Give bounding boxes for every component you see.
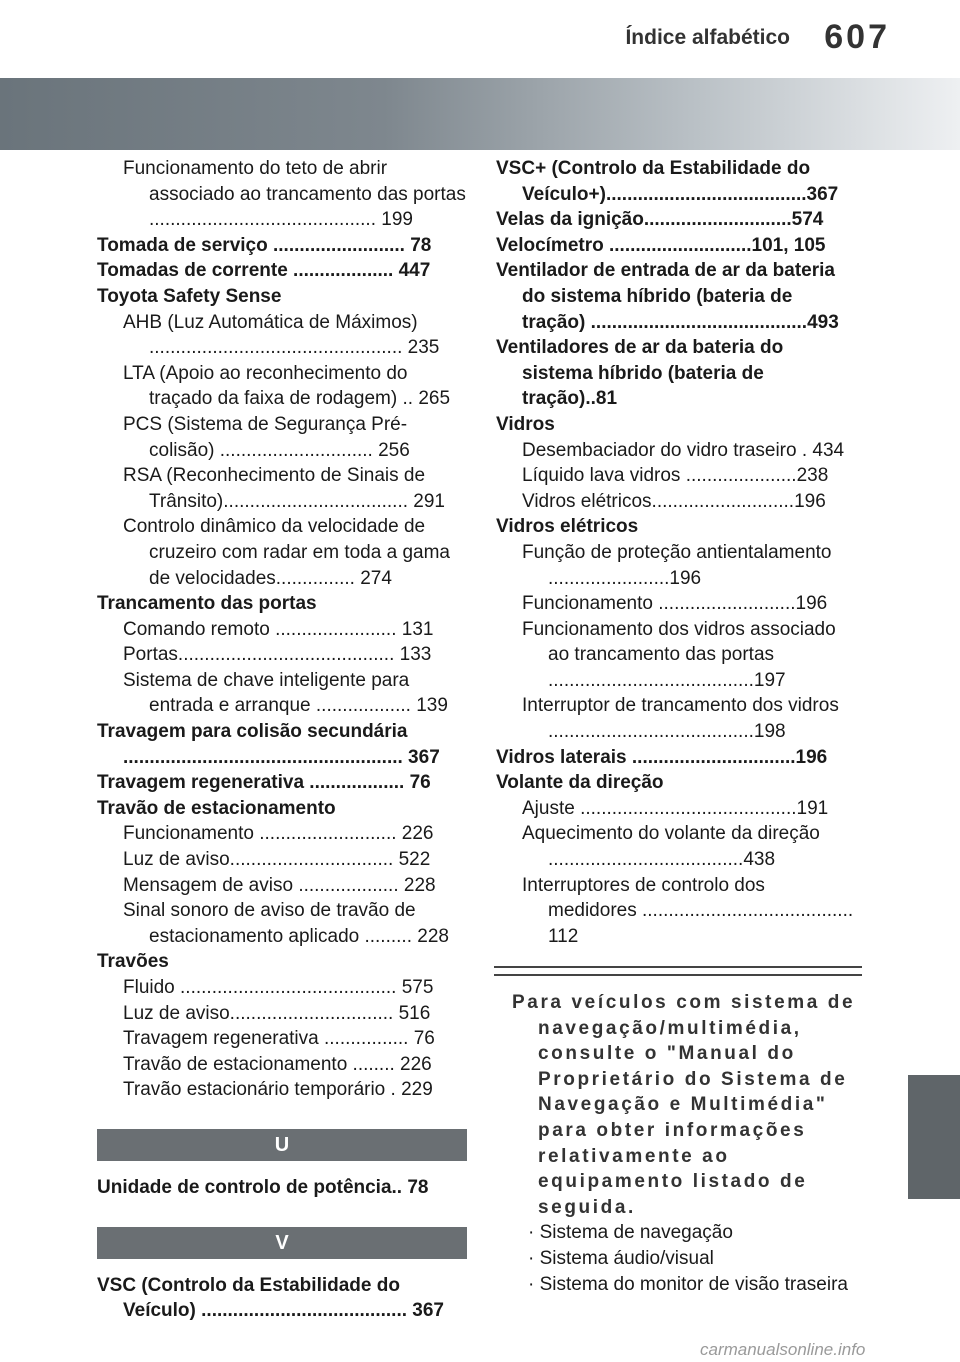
index-entry-sub: Ajuste .........................................191 — [522, 797, 829, 819]
index-entry-main: Vidros elétricos — [496, 516, 639, 538]
index-entry-sub: LTA (Apoio ao reconhecimento do traçado da faixa de rodagem) .. 265 — [123, 362, 451, 410]
navigation-note — [512, 990, 862, 1297]
index-entry-sub: Líquido lava vidros .....................238 — [522, 465, 829, 487]
letter-heading-u: U — [97, 1129, 467, 1161]
page-number: 607 — [824, 18, 890, 56]
index-entry-main: Tomada de serviço ......................... 78 — [97, 234, 432, 256]
index-entry-main: Vidros — [496, 413, 555, 435]
index-entry-main: Volante da direção — [496, 772, 664, 794]
index-entry-main: Travões — [97, 951, 169, 973]
index-entry-main: Ventilador de entrada de ar da bateria do sistema híbrido (bateria de tração) .........................................493 — [496, 260, 839, 333]
index-entry-sub: Funcionamento ..........................196 — [522, 593, 828, 615]
index-entry-sub: Mensagem de aviso ................... 228 — [123, 874, 436, 896]
index-entry-sub: Comando remoto ....................... 131 — [123, 618, 434, 640]
index-entry-sub: Portas......................................... 133 — [123, 644, 432, 666]
index-entry-sub: Desembaciador do vidro traseiro . 434 — [522, 439, 845, 461]
index-entry-sub: Função de proteção antientalamento .......................196 — [522, 541, 832, 589]
index-entry-main: VSC+ (Controlo da Estabilidade do Veículo+)......................................367 — [496, 158, 839, 205]
letter-section-v — [97, 1227, 467, 1259]
letter-heading-v: V — [97, 1227, 467, 1259]
index-entry-main: Ventiladores de ar da bateria do sistema híbrido (bateria de tração)..81 — [496, 337, 784, 410]
index-entry-main: Trancamento das portas — [97, 593, 317, 615]
index-entry-main: Velocímetro ...........................101, 105 — [496, 234, 826, 256]
page-header — [0, 0, 960, 60]
index-entry-main: Travão de estacionamento — [97, 797, 336, 819]
note-divider — [494, 966, 862, 976]
index-entry-main: Toyota Safety Sense — [97, 285, 282, 307]
index-column-right — [496, 156, 856, 949]
index-entry-sub: Travagem regenerativa ................ 76 — [123, 1028, 435, 1050]
index-entry-sub: Travão estacionário temporário . 229 — [123, 1079, 433, 1101]
index-entry-main: Unidade de controlo de potência.. 78 — [97, 1176, 429, 1198]
note-item: · Sistema do monitor de visão traseira — [528, 1273, 848, 1295]
index-entry-sub: Aquecimento do volante da direção .....................................438 — [522, 823, 820, 871]
index-entry-sub: Luz de aviso............................... 516 — [123, 1002, 431, 1024]
header-banner — [0, 78, 960, 150]
index-entries-v-continued — [496, 156, 856, 949]
index-entry-sub: Sistema de chave inteligente para entrada e arranque .................. 139 — [123, 669, 448, 717]
letter-section-u — [97, 1129, 467, 1161]
index-entry-sub: Funcionamento do teto de abrir associado ao trancamento das portas ........................................... 199 — [123, 158, 466, 231]
index-entry-sub: Fluido ......................................... 575 — [123, 977, 434, 998]
index-entry-sub: Vidros elétricos...........................196 — [522, 490, 826, 512]
index-entry-main: Vidros laterais ...............................196 — [496, 746, 828, 768]
index-entry-sub: Sinal sonoro de aviso de travão de estacionamento aplicado ......... 228 — [123, 900, 449, 947]
index-entry-sub: Controlo dinâmico da velocidade de cruzeiro com radar em toda a gama de velocidades............... 274 — [123, 516, 450, 589]
index-entries-t — [97, 156, 467, 1103]
note-item: · Sistema áudio/visual — [528, 1247, 714, 1269]
index-entry-main: Travagem para colisão secundária ..................................................... 367 — [97, 721, 440, 768]
index-entry-sub: Funcionamento dos vidros associado ao trancamento das portas .......................................197 — [522, 618, 836, 691]
index-entry-sub: Travão de estacionamento ........ 226 — [123, 1053, 432, 1075]
chapter-side-tab — [908, 1075, 960, 1199]
note-title: Para veículos com sistema de navegação/multimédia, consulte o "Manual do Proprietário do Sistema de Navegação e Multimédia" para obter informações relativamente ao equipamento listado de seguida. — [512, 992, 856, 1218]
index-column-left — [97, 156, 467, 1324]
index-entry-sub: AHB (Luz Automática de Máximos) ................................................ 235 — [123, 311, 440, 359]
section-title: Índice alfabético — [625, 26, 790, 49]
index-entries-v — [97, 1273, 467, 1324]
index-entry-sub: Luz de aviso............................... 522 — [123, 849, 431, 871]
index-entry-sub: Interruptores de controlo dos medidores ........................................ 112 — [522, 874, 854, 947]
index-entry-sub: PCS (Sistema de Segurança Pré-colisão) ............................. 256 — [123, 413, 410, 461]
index-entry-main: VSC (Controlo da Estabilidade do Veículo) ....................................... 367 — [97, 1274, 444, 1322]
index-entry-sub: Interruptor de trancamento dos vidros .......................................198 — [522, 695, 839, 743]
index-entry-main: Travagem regenerativa .................. 76 — [97, 772, 431, 794]
index-entry-sub: RSA (Reconhecimento de Sinais de Trânsito)................................... 291 — [123, 465, 445, 512]
index-entry-main: Tomadas de corrente ................... 447 — [97, 260, 431, 282]
index-entry-sub: Funcionamento .......................... 226 — [123, 823, 434, 845]
index-entry-main: Velas da ignição............................574 — [496, 209, 824, 231]
watermark: carmanualsonline.info — [700, 1340, 866, 1359]
index-entries-u — [97, 1175, 467, 1201]
note-items-list — [512, 1220, 862, 1297]
note-item: · Sistema de navegação — [528, 1222, 733, 1244]
